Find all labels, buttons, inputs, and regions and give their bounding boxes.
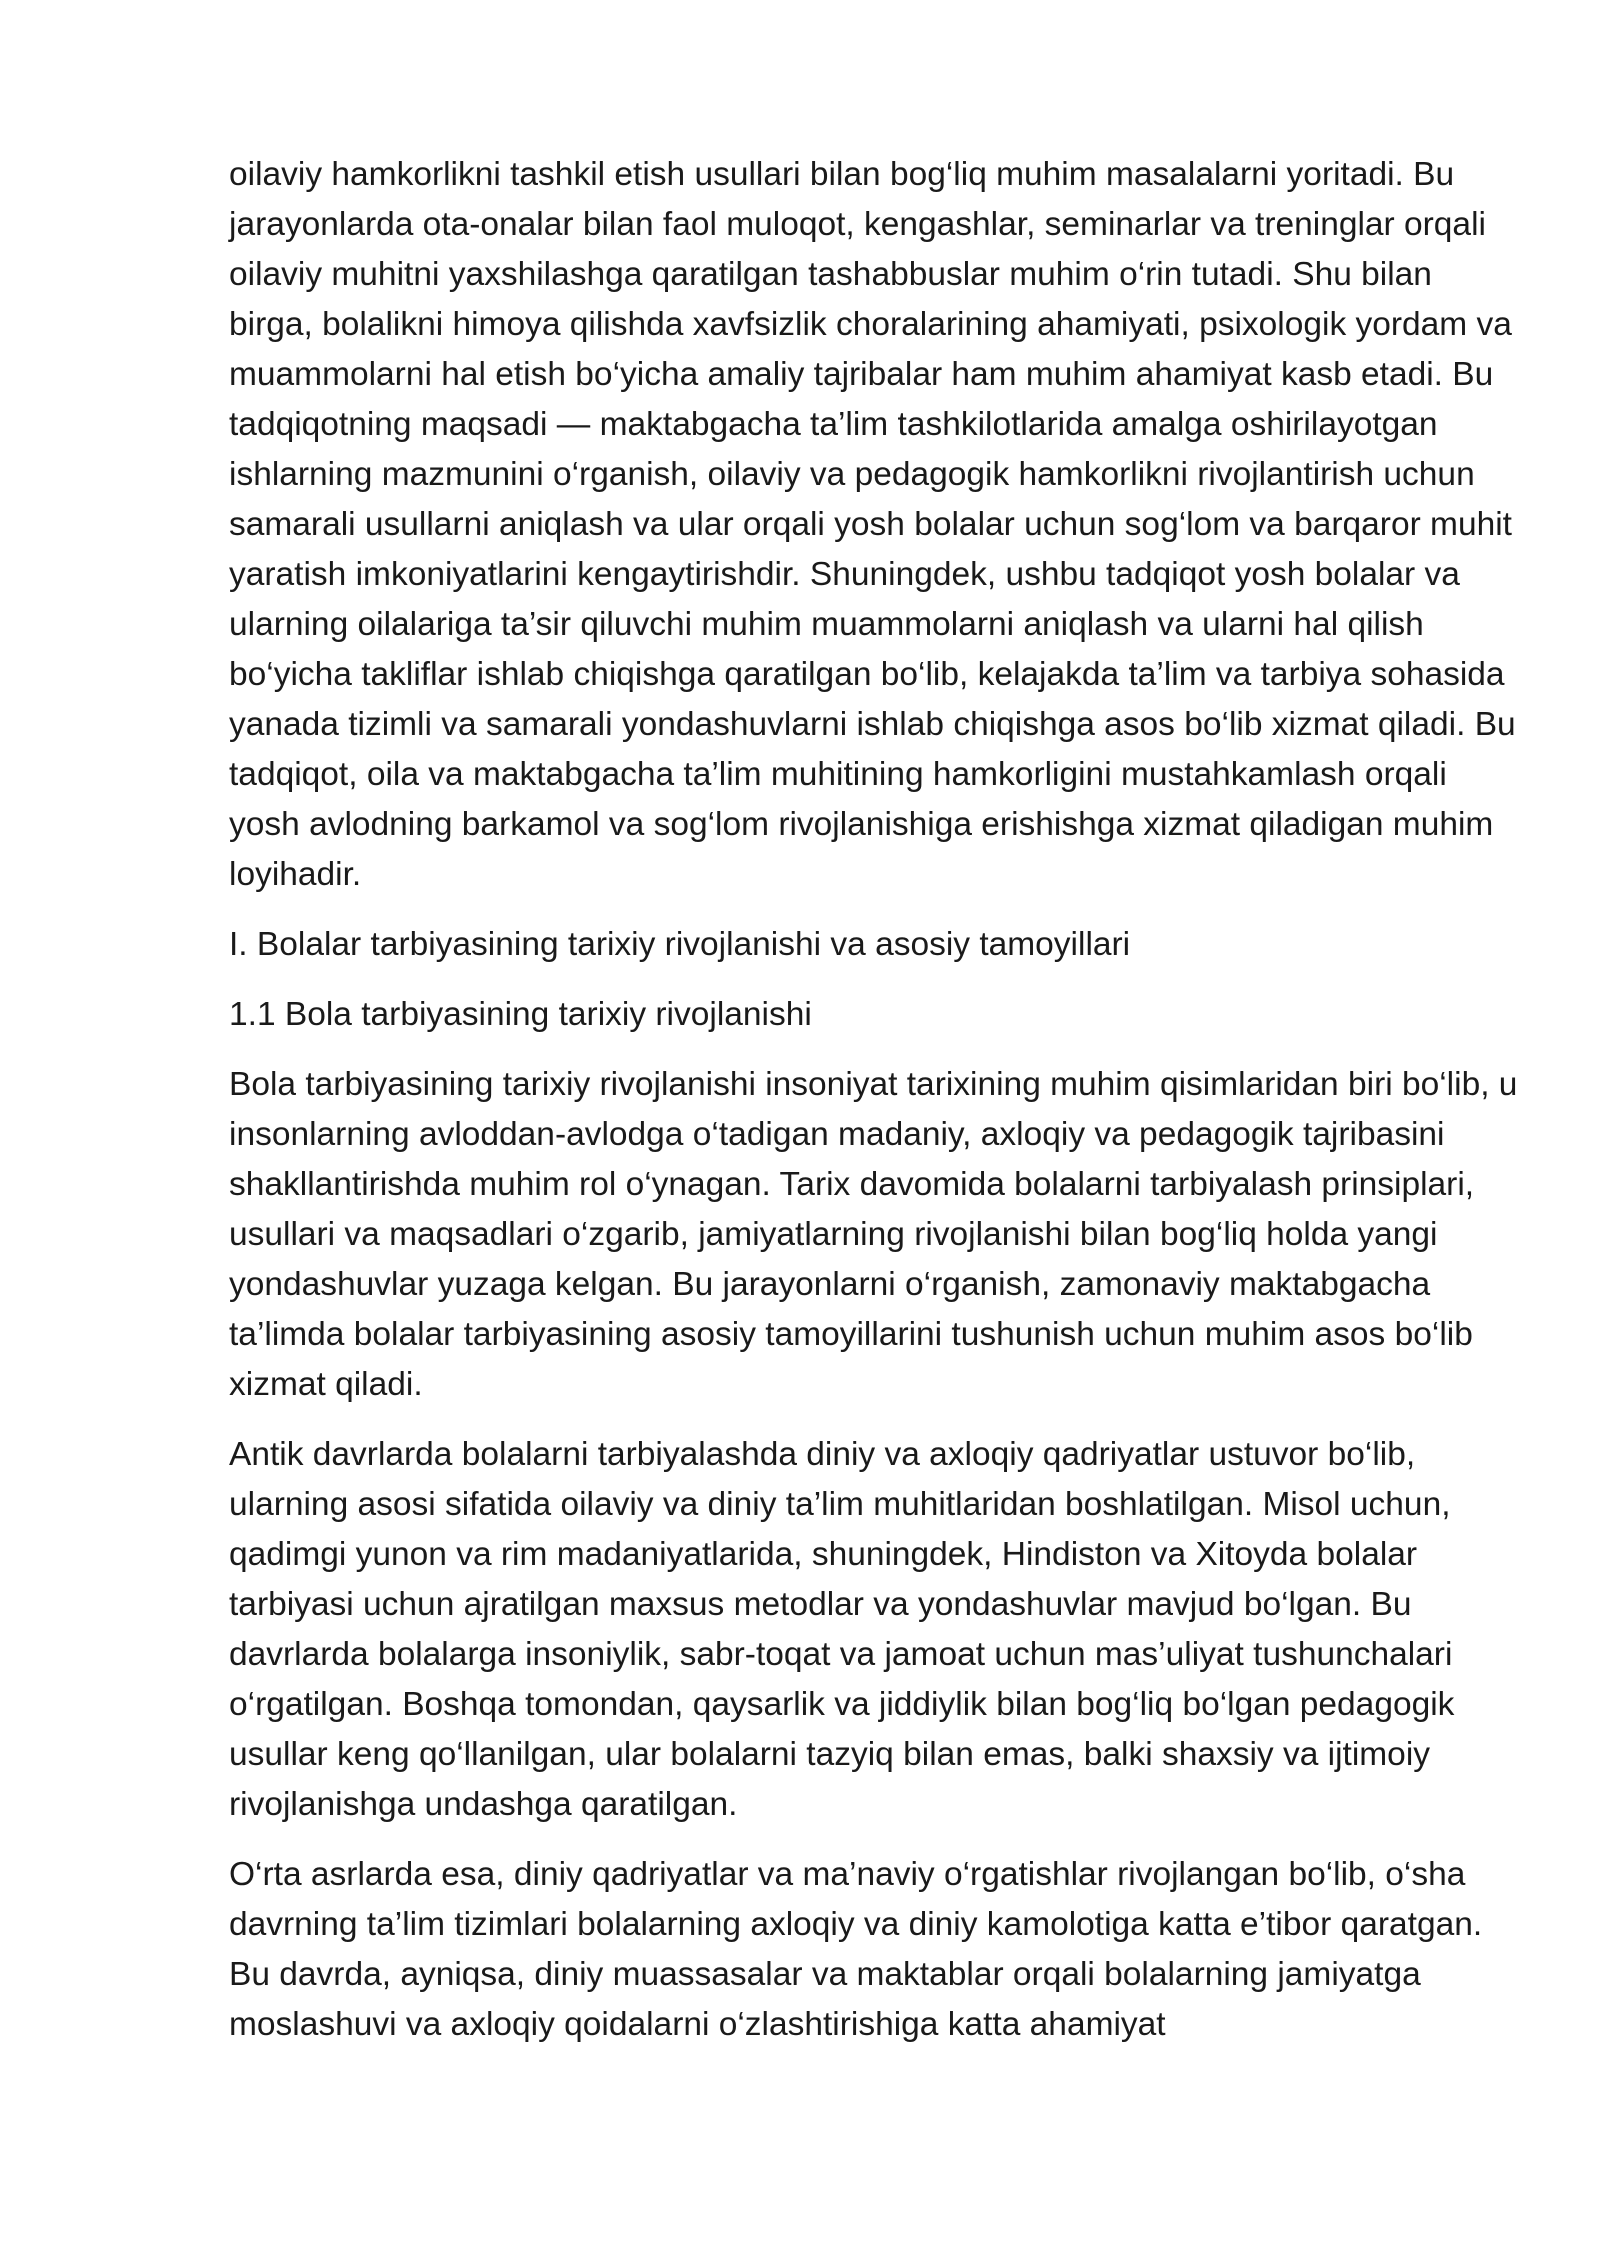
intro-paragraph: oilaviy hamkorlikni tashkil etish usullari bilan bog‘liq muhim masalalarni yoritadi. Bu jarayonlarda ota-onalar bilan faol muloqot, kengashlar, seminarlar va treninglar orqali oilaviy muhitni yaxshilashga qaratilgan tashabbuslar muhim o‘rin tutadi. Shu bilan birga, bolalikni himoya qilishda xavfsizlik choralarining ahamiyati, psixologik yordam va muammolarni hal etish bo‘yicha amaliy tajribalar ham muhim ahamiyat kasb etadi. Bu tadqiqotning maqsadi — maktabgacha ta’lim tashkilotlarida amalga oshirilayotgan ishlarning mazmunini o‘rganish, oilaviy va pedagogik hamkorlikni rivojlantirish uchun samarali usullarni aniqlash va ular orqali yosh bolalar uchun sog‘lom va barqaror muhit yaratish imkoniyatlarini kengaytirishdir. Shuningdek, ushbu tadqiqot yosh bolalar va ularning oilalariga ta’sir qiluvchi muhim muammolarni aniqlash va ularni hal qilish bo‘yicha takliflar ishlab chiqishga qaratilgan bo‘lib, kelajakda ta’lim va tarbiya sohasida yanada tizimli va samarali yondashuvlarni ishlab chiqishga asos bo‘lib xizmat qiladi. Bu tadqiqot, oila va maktabgacha ta’lim muhitining hamkorligini mustahkamlash orqali yosh avlodning barkamol va sog‘lom rivojlanishiga erishishga xizmat qiladigan muhim loyihadir.: [229, 156, 1516, 893]
antiquity-paragraph: Antik davrlarda bolalarni tarbiyalashda diniy va axloqiy qadriyatlar ustuvor bo‘lib, ularning asosi sifatida oilaviy va diniy ta’lim muhitlaridan boshlatilgan. Misol uchun, qadimgi yunon va rim madaniyatlarida, shuningdek, Hindiston va Xitoyda bolalar tarbiyasi uchun ajratilgan maxsus metodlar va yondashuvlar mavjud bo‘lgan. Bu davrlarda bolalarga insoniylik, sabr-toqat va jamoat uchun mas’uliyat tushunchalari o‘rgatilgan. Boshqa tomondan, qaysarlik va jiddiylik bilan bog‘liq bo‘lgan pedagogik usullar keng qo‘llanilgan, ular bolalarni tazyiq bilan emas, balki shaxsiy va ijtimoiy rivojlanishga undashga qaratilgan.: [229, 1436, 1455, 1823]
middle-ages-paragraph: O‘rta asrlarda esa, diniy qadriyatlar va ma’naviy o‘rgatishlar rivojlangan bo‘lib, o‘sha davrning ta’lim tizimlari bolalarning axloqiy va diniy kamolotiga katta e’tibor qaratgan. Bu davrda, ayniqsa, diniy muassasalar va maktablar orqali bolalarning jamiyatga moslashuvi va axloqiy qoidalarni o‘zlashtirishiga katta ahamiyat: [229, 1856, 1483, 2043]
document-page: [229, 150, 1519, 2070]
subsection-heading: 1.1 Bola tarbiyasining tarixiy rivojlanishi: [229, 996, 812, 1033]
section-heading: I. Bolalar tarbiyasining tarixiy rivojlanishi va asosiy tamoyillari: [229, 926, 1131, 963]
history-paragraph: Bola tarbiyasining tarixiy rivojlanishi insoniyat tarixining muhim qisimlaridan biri bo‘lib, u insonlarning avloddan-avlodga o‘tadigan madaniy, axloqiy va pedagogik tajribasini shakllantirishda muhim rol o‘ynagan. Tarix davomida bolalarni tarbiyalash prinsiplari, usullari va maqsadlari o‘zgarib, jamiyatlarning rivojlanishi bilan bog‘liq holda yangi yondashuvlar yuzaga kelgan. Bu jarayonlarni o‘rganish, zamonaviy maktabgacha ta’limda bolalar tarbiyasining asosiy tamoyillarini tushunish uchun muhim asos bo‘lib xizmat qiladi.: [229, 1066, 1518, 1403]
